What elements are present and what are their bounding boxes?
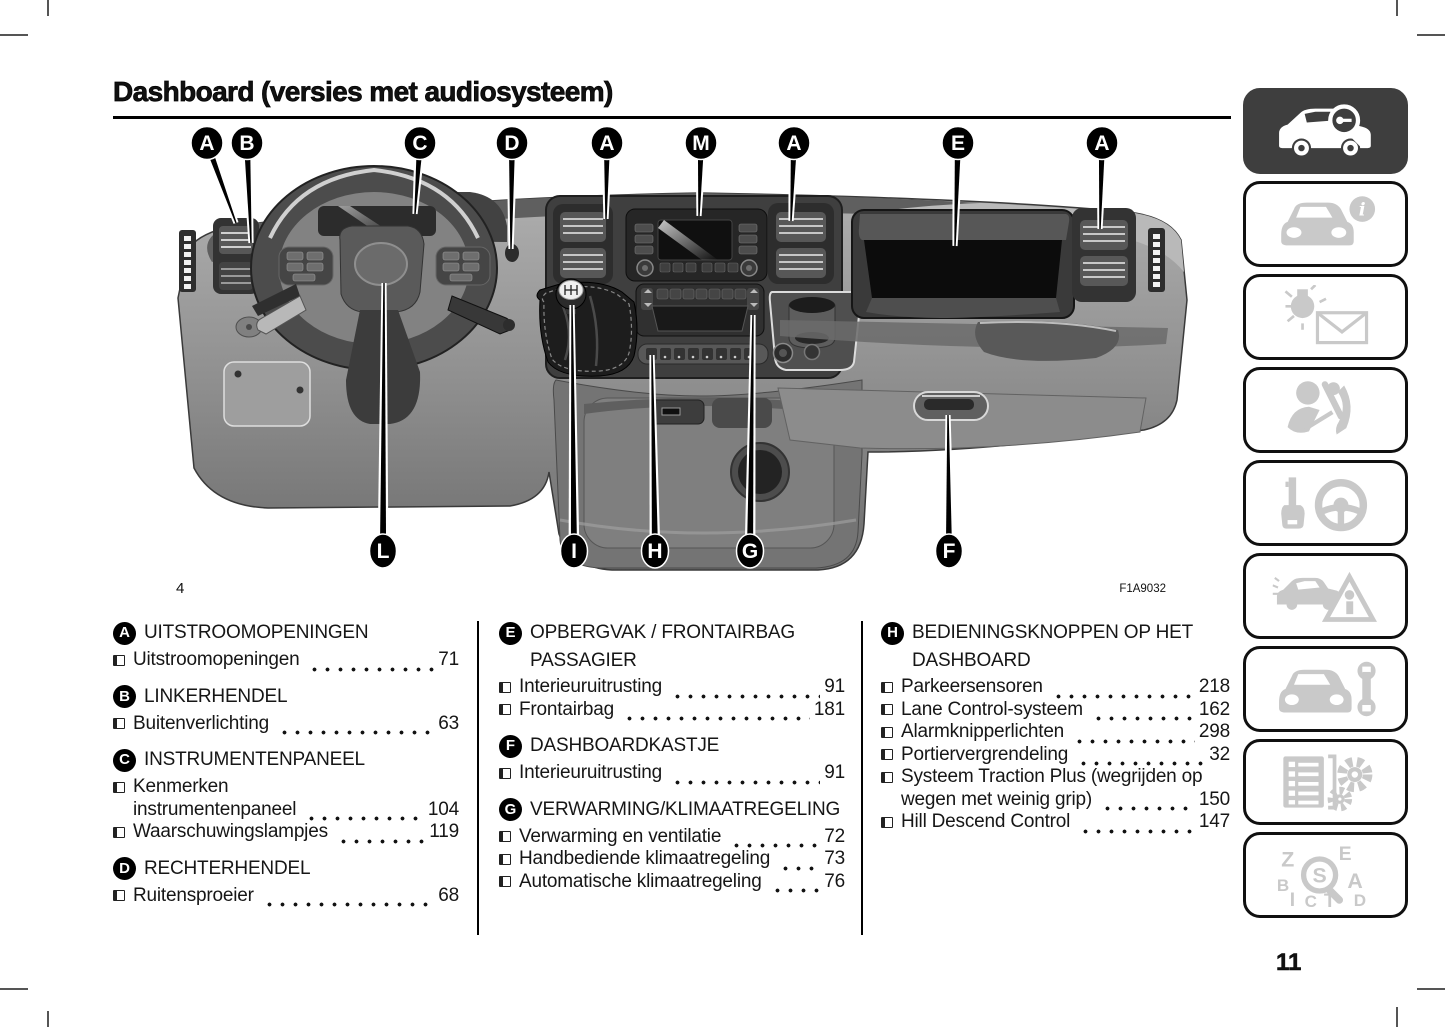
callout-letter: A: [599, 132, 615, 155]
entry-label: Portiervergrendeling: [901, 743, 1069, 765]
bulb-envelope-icon: [1266, 285, 1386, 349]
entry-bullet-icon: [881, 749, 893, 760]
entry-page-number: 181: [813, 698, 845, 720]
page-number: 11: [1276, 949, 1302, 976]
entry-page-number: 71: [438, 649, 459, 670]
dot-leader: [779, 864, 820, 871]
section-heading: [499, 621, 845, 645]
index-section: [113, 621, 459, 672]
section-heading: [499, 734, 845, 758]
entry-page-number: 150: [1198, 788, 1230, 810]
callout-letter: E: [950, 132, 966, 155]
entry-bullet-icon: [881, 704, 893, 715]
sidebar-tab-6[interactable]: [1243, 553, 1408, 639]
entry-label: Automatische klimaatregeling: [519, 870, 762, 892]
callout-letter: A: [199, 132, 215, 155]
airbag-seatbelt-icon: [1266, 378, 1386, 442]
entry-label-line2: instrumentenpaneel: [133, 798, 297, 820]
car-magnifier-icon: [1266, 99, 1386, 163]
section-letter-badge: G: [499, 798, 522, 821]
entry-bullet-icon: [113, 827, 125, 838]
entry-label: Uitstroomopeningen: [133, 649, 300, 670]
index-section: [113, 857, 459, 908]
section-letter-badge: D: [113, 857, 136, 880]
dot-leader: [278, 728, 434, 735]
section-letter-badge: C: [113, 749, 136, 772]
entry-label: Lane Control-systeem: [901, 698, 1083, 720]
entry-label-line2: wegen met weinig grip): [901, 788, 1092, 810]
dot-leader: [305, 814, 424, 821]
entry-page-number: 147: [1198, 811, 1230, 832]
section-title: DASHBOARDKASTJE: [530, 735, 720, 756]
dot-leader: [730, 841, 820, 848]
entry-bullet-icon: [499, 704, 511, 715]
entry-label: Buitenverlichting: [133, 712, 270, 734]
entry-bullet-icon: [881, 772, 893, 783]
index-entry: [881, 811, 1230, 834]
dot-leader: [623, 714, 810, 721]
callout-letter: I: [571, 540, 577, 563]
entry-label: Systeem Traction Plus (wegrijden op: [901, 766, 1203, 787]
key-steering-icon: [1266, 471, 1386, 535]
entry-bullet-icon: [113, 890, 125, 901]
legend-index: [113, 621, 1231, 935]
callout-letter: G: [741, 540, 759, 563]
callout-letter: C: [412, 132, 428, 155]
entry-bullet-icon: [881, 727, 893, 738]
sidebar-tab-2[interactable]: [1243, 181, 1408, 267]
entry-page-number: 218: [1198, 676, 1230, 697]
entry-page-number: 162: [1198, 698, 1230, 720]
entry-bullet-icon: [113, 718, 125, 729]
index-entry: [499, 871, 845, 894]
entry-page-number: 76: [824, 870, 845, 892]
index-section: [499, 621, 845, 721]
index-entry: [113, 821, 459, 844]
entry-page-number: 73: [824, 848, 845, 869]
page-title: Dashboard (versies met audiosysteem): [113, 76, 1231, 119]
index-section: [113, 748, 459, 844]
callout-letter: M: [692, 132, 710, 155]
entry-page-number: 119: [429, 821, 459, 842]
index-letters-icon: [1266, 843, 1386, 907]
callout-letter: A: [786, 132, 802, 155]
sidebar-tab-8[interactable]: [1243, 739, 1408, 825]
sidebar-tab-9[interactable]: [1243, 832, 1408, 918]
entry-label: Interieuruitrusting: [519, 762, 662, 783]
section-heading: [113, 685, 459, 709]
dot-leader: [771, 886, 821, 893]
index-entry: [881, 676, 1230, 699]
dot-leader: [263, 900, 435, 907]
section-letter-badge: B: [113, 685, 136, 708]
callout-letter: H: [647, 540, 663, 563]
entry-bullet-icon: [499, 831, 511, 842]
index-column: [863, 621, 1231, 935]
section-heading: [113, 857, 459, 881]
section-title-line2: PASSAGIER: [530, 650, 637, 671]
callout-letter: D: [504, 132, 520, 155]
dot-leader: [308, 665, 434, 672]
section-title-line2: DASHBOARD: [912, 650, 1031, 671]
dot-leader: [671, 778, 820, 785]
entry-label: Alarmknipperlichten: [901, 721, 1065, 742]
car-wrench-icon: [1266, 657, 1386, 721]
entry-label: Ruitensproeier: [133, 884, 254, 906]
index-entry-continuation: [881, 789, 1230, 812]
car-warning-triangle-icon: [1266, 564, 1386, 628]
entry-page-number: 63: [438, 712, 459, 734]
entry-bullet-icon: [499, 854, 511, 865]
index-entry: [113, 713, 459, 736]
section-letter-badge: H: [881, 622, 904, 645]
index-section: [881, 621, 1230, 834]
index-entry: [881, 721, 1230, 744]
index-entry: [499, 826, 845, 849]
entry-page-number: 91: [824, 676, 845, 697]
index-entry: [499, 676, 845, 699]
dot-leader: [1052, 692, 1195, 699]
sidebar-tab-1[interactable]: [1243, 88, 1408, 174]
car-info-icon: [1266, 192, 1386, 256]
index-section: [499, 734, 845, 785]
section-title: VERWARMING/KLIMAATREGELING: [530, 798, 841, 820]
figure-number: 4: [176, 580, 185, 597]
entry-label: Kenmerken: [133, 776, 229, 797]
entry-page-number: 72: [824, 825, 845, 847]
section-heading: [499, 798, 845, 822]
callout-letter: B: [239, 132, 255, 155]
entry-bullet-icon: [113, 655, 125, 666]
index-column: [113, 621, 477, 935]
entry-label: Hill Descend Control: [901, 811, 1071, 832]
section-letter-badge: F: [499, 735, 522, 758]
section-letter-badge: E: [499, 622, 522, 645]
entry-bullet-icon: [499, 682, 511, 693]
dot-leader: [671, 692, 820, 699]
index-column: [477, 621, 863, 935]
entry-bullet-icon: [499, 876, 511, 887]
section-heading: [113, 748, 459, 772]
figure-code: F1A9032: [1119, 583, 1166, 595]
index-entry: [881, 744, 1230, 767]
dot-leader: [337, 837, 425, 844]
list-gears-icon: [1266, 750, 1386, 814]
index-entry: [881, 766, 1230, 789]
sidebar-tab-4[interactable]: [1243, 367, 1408, 453]
dot-leader: [1073, 737, 1195, 744]
entry-bullet-icon: [881, 682, 893, 693]
entry-page-number: 32: [1209, 743, 1230, 765]
dot-leader: [1079, 827, 1195, 834]
index-section: [499, 798, 845, 894]
entry-label: Waarschuwingslampjes: [133, 821, 328, 842]
section-heading: [113, 621, 459, 645]
index-entry: [113, 649, 459, 672]
index-entry: [113, 885, 459, 908]
index-entry: [113, 776, 459, 799]
index-entry: [881, 699, 1230, 722]
section-title: RECHTERHENDEL: [144, 857, 311, 879]
callout-letter: A: [1094, 132, 1110, 155]
section-title: LINKERHENDEL: [144, 685, 288, 707]
callout-letter: F: [942, 540, 956, 563]
index-entry: [499, 848, 845, 871]
section-title: INSTRUMENTENPANEEL: [144, 749, 365, 770]
index-section: [113, 685, 459, 736]
dot-leader: [1077, 759, 1205, 766]
section-title: BEDIENINGSKNOPPEN OP HET: [912, 622, 1193, 643]
sidebar-tab-5[interactable]: [1243, 460, 1408, 546]
section-letter-badge: A: [113, 622, 136, 645]
sidebar-tab-7[interactable]: [1243, 646, 1408, 732]
callout-letter: L: [376, 540, 390, 563]
index-entry-continuation: [113, 799, 459, 822]
dot-leader: [1101, 804, 1195, 811]
index-entry: [499, 762, 845, 785]
entry-label: Verwarming en ventilatie: [519, 825, 722, 847]
entry-bullet-icon: [113, 782, 125, 793]
entry-label: Handbediende klimaatregeling: [519, 848, 771, 869]
sidebar-tab-3[interactable]: [1243, 274, 1408, 360]
section-title: OPBERGVAK / FRONTAIRBAG: [530, 622, 795, 643]
section-heading: [881, 621, 1230, 645]
entry-label: Interieuruitrusting: [519, 676, 662, 697]
entry-label: Frontairbag: [519, 698, 614, 720]
entry-page-number: 68: [438, 884, 459, 906]
section-tab-sidebar: [1243, 88, 1408, 925]
index-entry: [499, 699, 845, 722]
entry-page-number: 104: [427, 798, 459, 820]
entry-page-number: 91: [824, 762, 845, 783]
entry-bullet-icon: [499, 768, 511, 779]
dot-leader: [1092, 714, 1195, 721]
entry-bullet-icon: [881, 817, 893, 828]
section-title: UITSTROOMOPENINGEN: [144, 622, 369, 643]
entry-page-number: 298: [1198, 721, 1230, 742]
entry-label: Parkeersensoren: [901, 676, 1043, 697]
